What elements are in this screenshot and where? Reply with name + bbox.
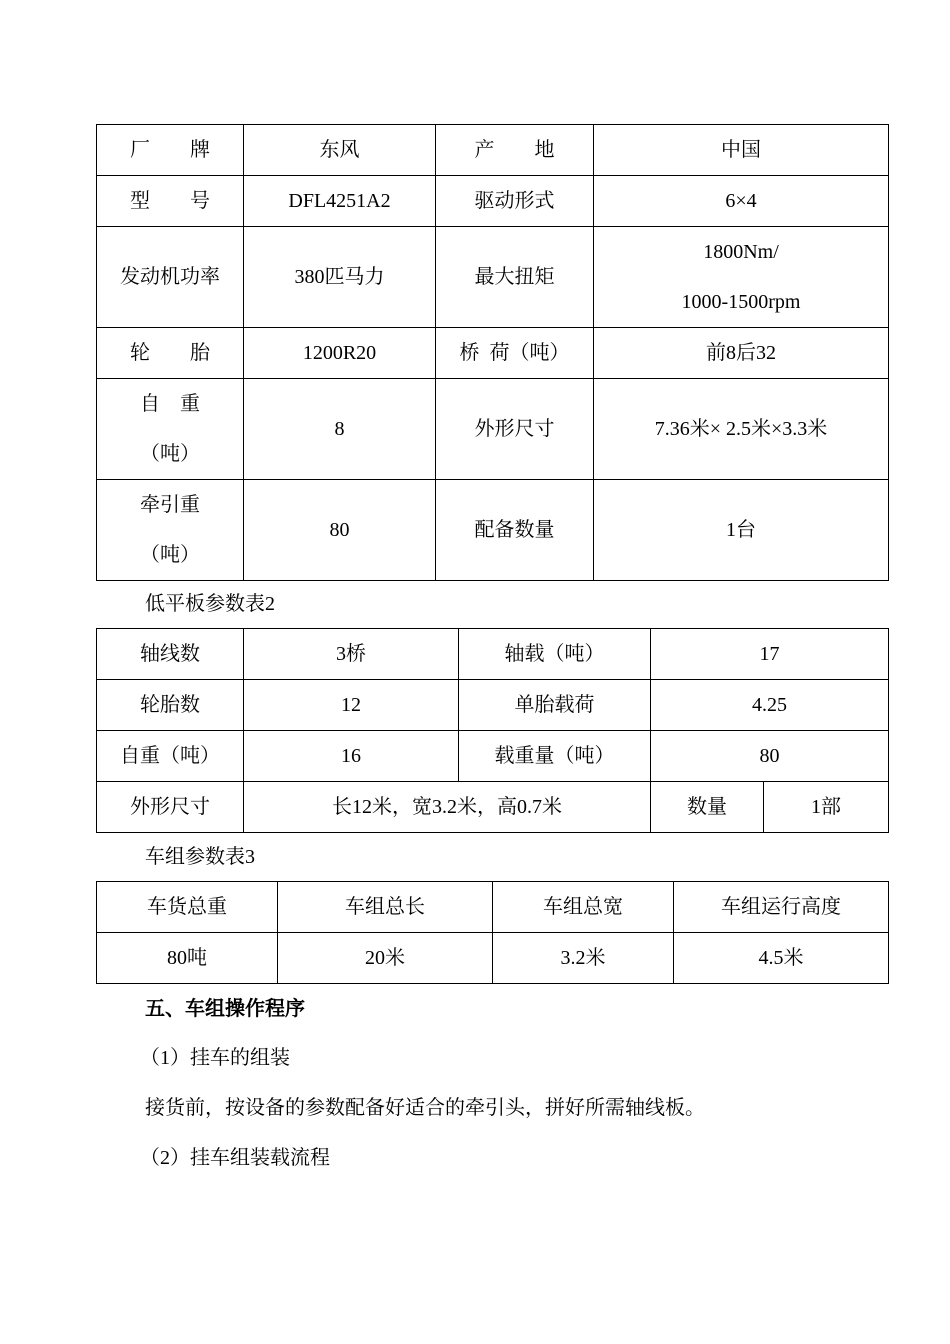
- table-cell: [97, 480, 244, 581]
- table-cell: 轮胎数: [97, 680, 244, 731]
- table-cell: 轴线数: [97, 629, 244, 680]
- table-cell: 发动机功率: [97, 227, 244, 328]
- convoy-params-table: [96, 881, 889, 984]
- table-row: [97, 731, 889, 782]
- cell-line: 自 重: [140, 393, 200, 415]
- table-cell: 3桥: [244, 629, 459, 680]
- table-cell: 轴载（吨）: [459, 629, 651, 680]
- table-cell: 数量: [651, 782, 764, 833]
- table-cell: 80: [244, 480, 436, 581]
- table-cell: 前8后32: [594, 328, 889, 379]
- cell-line: （吨）: [140, 544, 200, 566]
- table-cell: 配备数量: [436, 480, 594, 581]
- table-row: [97, 882, 889, 933]
- section-heading: 五、车组操作程序: [145, 998, 305, 1020]
- table-cell: 最大扭矩: [436, 227, 594, 328]
- table-cell: 厂 牌: [97, 125, 244, 176]
- table-cell: 1台: [594, 480, 889, 581]
- table-cell: [97, 379, 244, 480]
- subheading: （2）挂车组装载流程: [140, 1147, 330, 1169]
- table-row: [97, 782, 889, 833]
- table-cell: 80: [651, 731, 889, 782]
- cell-line: 1800Nm/: [703, 241, 779, 263]
- table-header-cell: 车组总长: [278, 882, 493, 933]
- table-cell: 17: [651, 629, 889, 680]
- body-paragraph: 接货前，按设备的参数配备好适合的牵引头，拼好所需轴线板。: [145, 1097, 705, 1119]
- lowbed-params-table: [96, 628, 889, 833]
- table-cell: 3.2米: [493, 933, 674, 984]
- table-row: [97, 125, 889, 176]
- table-cell: 轮 胎: [97, 328, 244, 379]
- table-cell: 东风: [244, 125, 436, 176]
- table-header-cell: 车组运行高度: [674, 882, 889, 933]
- table-cell: 驱动形式: [436, 176, 594, 227]
- table-cell: 16: [244, 731, 459, 782]
- table-cell: 产 地: [436, 125, 594, 176]
- cell-line: （吨）: [140, 443, 200, 465]
- table-cell: 单胎载荷: [459, 680, 651, 731]
- table-cell: [594, 227, 889, 328]
- table-cell: 380匹马力: [244, 227, 436, 328]
- table-cell: 长12米，宽3.2米，高0.7米: [244, 782, 651, 833]
- table-cell: 80吨: [97, 933, 278, 984]
- subheading: （1）挂车的组装: [140, 1047, 290, 1069]
- table-cell: 型 号: [97, 176, 244, 227]
- table-cell: 1部: [764, 782, 889, 833]
- table-row: [97, 933, 889, 984]
- table-cell: 4.5米: [674, 933, 889, 984]
- table-cell: 7.36米× 2.5米×3.3米: [594, 379, 889, 480]
- table-cell: 6×4: [594, 176, 889, 227]
- table-row: [97, 379, 889, 480]
- table-row: [97, 680, 889, 731]
- table-caption: 低平板参数表2: [145, 593, 275, 615]
- table-row: [97, 328, 889, 379]
- table-row: [97, 176, 889, 227]
- vehicle-params-table: [96, 124, 889, 581]
- table-cell: 载重量（吨）: [459, 731, 651, 782]
- table-caption: 车组参数表3: [145, 846, 255, 868]
- table-row: [97, 480, 889, 581]
- table-row: [97, 629, 889, 680]
- table-header-cell: 车组总宽: [493, 882, 674, 933]
- table-cell: 中国: [594, 125, 889, 176]
- cell-line: 1000-1500rpm: [681, 291, 801, 313]
- table-cell: 桥 荷（吨）: [436, 328, 594, 379]
- table-cell: 自重（吨）: [97, 731, 244, 782]
- cell-line: 牵引重: [140, 494, 200, 516]
- table-cell: 20米: [278, 933, 493, 984]
- table-row: [97, 227, 889, 328]
- table-cell: 外形尺寸: [97, 782, 244, 833]
- table-header-cell: 车货总重: [97, 882, 278, 933]
- table-cell: 1200R20: [244, 328, 436, 379]
- table-cell: DFL4251A2: [244, 176, 436, 227]
- table-cell: 8: [244, 379, 436, 480]
- table-cell: 4.25: [651, 680, 889, 731]
- table-cell: 12: [244, 680, 459, 731]
- table-cell: 外形尺寸: [436, 379, 594, 480]
